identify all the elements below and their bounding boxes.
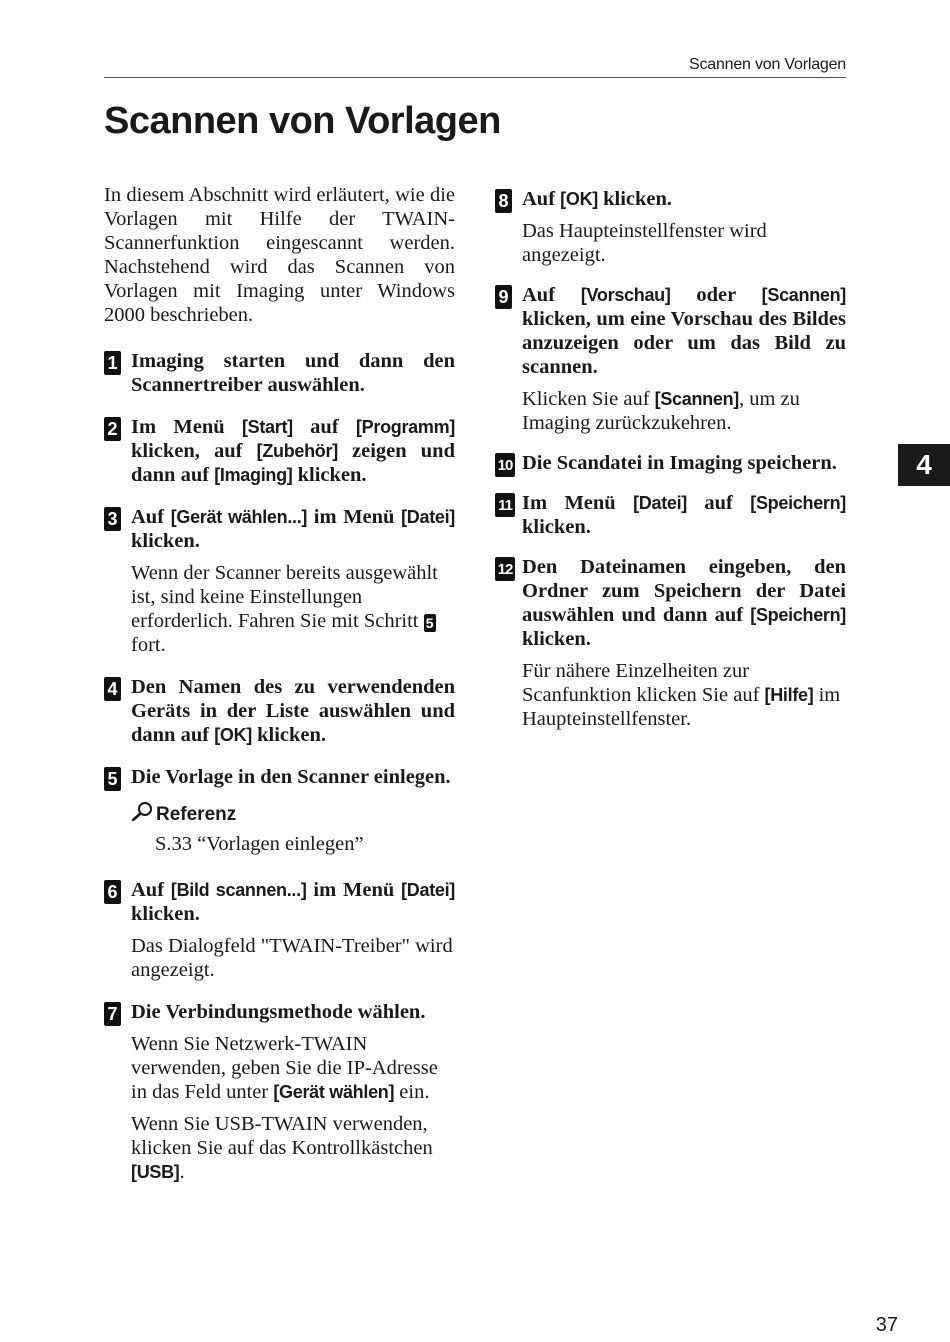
key-speichern: [Speichern] bbox=[750, 493, 846, 513]
step-12-instruction: Den Dateinamen eingeben, den Ordner zum Speichern der Datei auswählen und dann auf [Speichern] klicken. bbox=[522, 556, 846, 650]
page-title: Scannen von Vorlagen bbox=[104, 100, 501, 142]
key-speichern-2: [Speichern] bbox=[750, 605, 846, 625]
key-scannen: [Scannen] bbox=[761, 285, 846, 305]
key-datei-3: [Datei] bbox=[633, 493, 687, 513]
key-ok-2: [OK] bbox=[560, 189, 598, 209]
key-imaging: [Imaging] bbox=[214, 465, 293, 485]
key-geraet-waehlen: [Gerät wählen...] bbox=[170, 507, 308, 527]
key-zubehoer: [Zubehör] bbox=[256, 441, 338, 461]
step-6 bbox=[104, 878, 455, 982]
header-rule bbox=[104, 77, 846, 78]
step-9-instruction: Auf [Vorschau] oder [Scannen] klicken, um eine Vorschau des Bildes anzuzeigen oder um das Bild zu scannen. bbox=[522, 284, 846, 378]
chapter-tab: 4 bbox=[898, 444, 950, 486]
reference-text: S.33 “Vorlagen einlegen” bbox=[155, 833, 364, 855]
step-11-instruction: Im Menü [Datei] auf [Speichern] klicken. bbox=[522, 492, 846, 538]
step-12 bbox=[495, 555, 846, 731]
step-4 bbox=[104, 675, 455, 747]
step-1 bbox=[104, 349, 455, 397]
step-number-3: 3 bbox=[104, 507, 121, 531]
key-scannen-2: [Scannen] bbox=[654, 389, 739, 409]
key-usb: [USB] bbox=[131, 1162, 180, 1182]
step-9-note: Klicken Sie auf [Scannen], um zu Imaging zurückzukehren. bbox=[522, 388, 800, 434]
step-number-1: 1 bbox=[104, 351, 121, 375]
step-7-note: Wenn Sie Netzwerk-TWAIN verwenden, geben Sie die IP-Adresse in das Feld unter [Gerät wählen] ein. Wenn Sie USB-TWAIN verwenden, klicken Sie auf das Kontrollkästchen [USB]. bbox=[131, 1033, 438, 1183]
step-10-instruction: Die Scandatei in Imaging speichern. bbox=[522, 452, 837, 474]
step-number-9: 9 bbox=[495, 285, 512, 309]
reference-title: Referenz bbox=[131, 801, 455, 828]
key-programm: [Programm] bbox=[355, 417, 455, 437]
step-3-instruction: Auf [Gerät wählen...] im Menü [Datei] klicken. bbox=[131, 506, 455, 552]
step-5-instruction: Die Vorlage in den Scanner einlegen. bbox=[131, 766, 451, 788]
key-vorschau: [Vorschau] bbox=[580, 285, 671, 305]
intro-paragraph: In diesem Abschnitt wird erläutert, wie die Vorlagen mit Hilfe der TWAIN-Scannerfunktion eingescannt werden. Nachstehend wird das Scannen von Vorlagen mit Imaging unter Windows 2000 beschrieben. bbox=[104, 184, 455, 326]
key-start: [Start] bbox=[241, 417, 293, 437]
step-12-note: Für nähere Einzelheiten zur Scanfunktion klicken Sie auf [Hilfe] im Haupteinstellfenster. bbox=[522, 660, 841, 730]
step-number-12: 12 bbox=[495, 557, 515, 581]
step-ref-number: 5 bbox=[424, 614, 436, 632]
step-11 bbox=[495, 491, 846, 539]
running-header: Scannen von Vorlagen bbox=[688, 56, 846, 73]
step-number-8: 8 bbox=[495, 189, 512, 213]
key-datei-2: [Datei] bbox=[401, 880, 455, 900]
step-number-11: 11 bbox=[495, 493, 515, 517]
key-ok: [OK] bbox=[214, 725, 252, 745]
step-8-instruction: Auf [OK] klicken. bbox=[522, 188, 673, 210]
step-1-instruction: Imaging starten und dann den Scannertreiber auswählen. bbox=[131, 350, 455, 396]
step-4-instruction: Den Namen des zu verwendenden Geräts in der Liste auswählen und dann auf [OK] klicken. bbox=[131, 676, 455, 746]
left-column bbox=[104, 183, 455, 1202]
key-geraet-waehlen-2: [Gerät wählen] bbox=[273, 1082, 395, 1102]
step-6-note: Das Dialogfeld "TWAIN-Treiber" wird angezeigt. bbox=[131, 935, 453, 981]
step-number-5: 5 bbox=[104, 767, 121, 791]
step-number-4: 4 bbox=[104, 677, 121, 701]
step-number-7: 7 bbox=[104, 1002, 121, 1026]
step-number-2: 2 bbox=[104, 417, 121, 441]
step-7 bbox=[104, 1000, 455, 1184]
step-2 bbox=[104, 415, 455, 487]
step-3 bbox=[104, 505, 455, 657]
step-number-6: 6 bbox=[104, 880, 121, 904]
step-8-note: Das Haupteinstellfenster wird angezeigt. bbox=[522, 220, 767, 266]
step-number-10: 10 bbox=[495, 453, 515, 477]
step-6-instruction: Auf [Bild scannen...] im Menü [Datei] klicken. bbox=[131, 879, 455, 925]
key-datei: [Datei] bbox=[401, 507, 455, 527]
step-2-instruction: Im Menü [Start] auf [Programm] klicken, auf [Zubehör] zeigen und dann auf [Imaging] klicken. bbox=[131, 416, 455, 486]
magnifier-icon bbox=[131, 801, 153, 828]
step-5 bbox=[104, 765, 455, 789]
page-number: 37 bbox=[875, 1314, 898, 1336]
reference-block bbox=[131, 801, 455, 856]
step-9 bbox=[495, 283, 846, 435]
key-bild-scannen: [Bild scannen...] bbox=[170, 880, 307, 900]
step-8 bbox=[495, 187, 846, 267]
step-3-note: Wenn der Scanner bereits ausgewählt ist, sind keine Einstellungen erforderlich. Fahren Sie mit Schritt 5 fort. bbox=[131, 562, 438, 656]
step-10 bbox=[495, 451, 846, 475]
step-7-instruction: Die Verbindungsmethode wählen. bbox=[131, 1001, 426, 1023]
key-hilfe: [Hilfe] bbox=[764, 685, 814, 705]
right-column bbox=[495, 187, 846, 747]
